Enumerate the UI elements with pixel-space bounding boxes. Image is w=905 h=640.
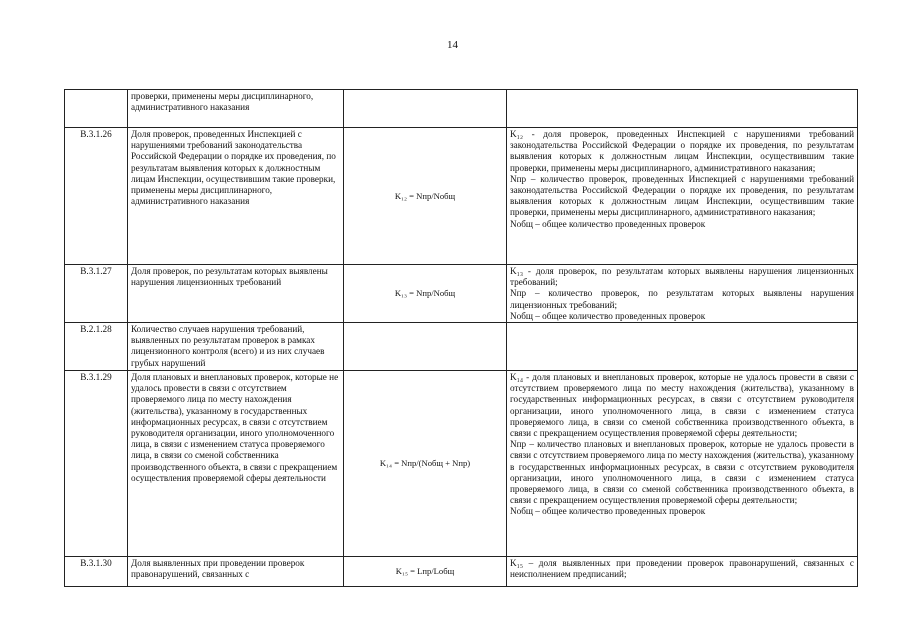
indicator-formula: K₁₃ = Nпр/Nобщ bbox=[344, 265, 507, 323]
formula-description bbox=[507, 265, 858, 323]
formula-description bbox=[507, 371, 858, 557]
indicators-table bbox=[64, 89, 858, 587]
indicator-code: В.3.1.29 bbox=[65, 371, 128, 557]
indicator-formula bbox=[344, 323, 507, 371]
table-row bbox=[65, 323, 858, 371]
description-line: Nобщ – общее количество проведенных проверок bbox=[510, 506, 706, 517]
indicator-formula: K₁₅ = Lпр/Lобщ bbox=[344, 557, 507, 587]
table-row bbox=[65, 557, 858, 587]
table-row bbox=[65, 371, 858, 557]
formula-description bbox=[507, 90, 858, 128]
indicator-code: В.3.1.27 bbox=[65, 265, 128, 323]
indicator-name: Доля проверок, по результатам которых выявлены нарушения лицензионных требований bbox=[128, 265, 344, 323]
description-line: Nобщ – общее количество проведенных проверок bbox=[510, 218, 706, 229]
indicator-name: Доля выявленных при проведении проверок правонарушений, связанных с bbox=[128, 557, 344, 587]
page-number: 14 bbox=[447, 39, 458, 51]
formula-description bbox=[507, 557, 858, 587]
indicator-code: В.2.1.28 bbox=[65, 323, 128, 371]
description-line: K₁₅ – доля выявленных при проведении проверок правонарушений, связанных с неисполнением предписаний; bbox=[510, 558, 854, 580]
table-row bbox=[65, 128, 858, 265]
description-line: K₁₄ - доля плановых и внеплановых проверок, которые не удалось провести в связи с отсутствием проверяемого лица по месту нахождения (жительства), указанному в государственных информационных ресурсах, в связи с отсутствием руководителя организации, иного уполномоченного лица, в связи с изменением статуса проверяемого лица, в связи со сменой собственника производственного объекта, в связи с прекращением осуществления проверяемой сферы деятельности; bbox=[510, 372, 854, 439]
indicator-name: Количество случаев нарушения требований, выявленных по результатам проверок в рамках лицензионного контроля (всего) и из них случаев грубых нарушений bbox=[128, 323, 344, 371]
indicator-name: Доля проверок, проведенных Инспекцией с нарушениями требований законодательства Российской Федерации о порядке их проведения, по результатам выявления которых к должностным лицам Инспекции, осуществившим такие проверки, применены меры дисциплинарного, административного наказания bbox=[128, 128, 344, 265]
table-row bbox=[65, 265, 858, 323]
indicator-code: В.3.1.26 bbox=[65, 128, 128, 265]
description-line: K₁₂ - доля проверок, проведенных Инспекцией с нарушениями требований законодательства Российской Федерации о порядке их проведения, по результатам выявления которых к должностным лицам Инспекции, осуществившим такие проверки, применены меры дисциплинарного, административного наказания; bbox=[510, 129, 854, 173]
indicator-code bbox=[65, 90, 128, 128]
indicator-formula: K₁₂ = Nпр/Nобщ bbox=[344, 128, 507, 265]
indicator-formula: K₁₄ = Nпр/(Nобщ + Nпр) bbox=[344, 371, 507, 557]
description-line: Nпр – количество плановых и внеплановых проверок, которые не удалось провести в связи с отсутствием проверяемого лица по месту нахождения (жительства), указанному в государственных информационных ресурсах, в связи с отсутствием руководителя организации, иного уполномоченного лица, в связи с изменением статуса проверяемого лица, в связи со сменой собственника производственного объекта, в связи с прекращением осуществления проверяемой сферы деятельности; bbox=[510, 439, 854, 506]
indicator-name: Доля плановых и внеплановых проверок, которые не удалось провести в связи с отсутствием проверяемого лица по месту нахождения (жительства), указанному в государственных информационных ресурсах, в связи с отсутствием руководителя организации, иного уполномоченного лица, в связи с изменением статуса проверяемого лица, в связи со сменой собственника производственного объекта, в связи с прекращением осуществления проверяемой сферы деятельности bbox=[128, 371, 344, 557]
table-row bbox=[65, 90, 858, 128]
indicator-name: проверки, применены меры дисциплинарного, административного наказания bbox=[128, 90, 344, 128]
indicator-formula bbox=[344, 90, 507, 128]
description-line: K₁₃ - доля проверок, по результатам которых выявлены нарушения лицензионных требований; bbox=[510, 266, 854, 288]
formula-description bbox=[507, 323, 858, 371]
description-line: Nпр – количество проверок, по результатам которых выявлены нарушения лицензионных требований; bbox=[510, 288, 854, 310]
indicator-code: В.3.1.30 bbox=[65, 557, 128, 587]
description-line: Nобщ – общее количество проведенных проверок bbox=[510, 310, 706, 321]
description-line: Nпр – количество проверок, проведенных Инспекцией с нарушениями требований законодательства Российской Федерации о порядке их проведения, по результатам выявления которых к должностным лицам Инспекции, осуществившим такие проверки, применены меры дисциплинарного, административного наказания; bbox=[510, 173, 854, 218]
formula-description bbox=[507, 128, 858, 265]
